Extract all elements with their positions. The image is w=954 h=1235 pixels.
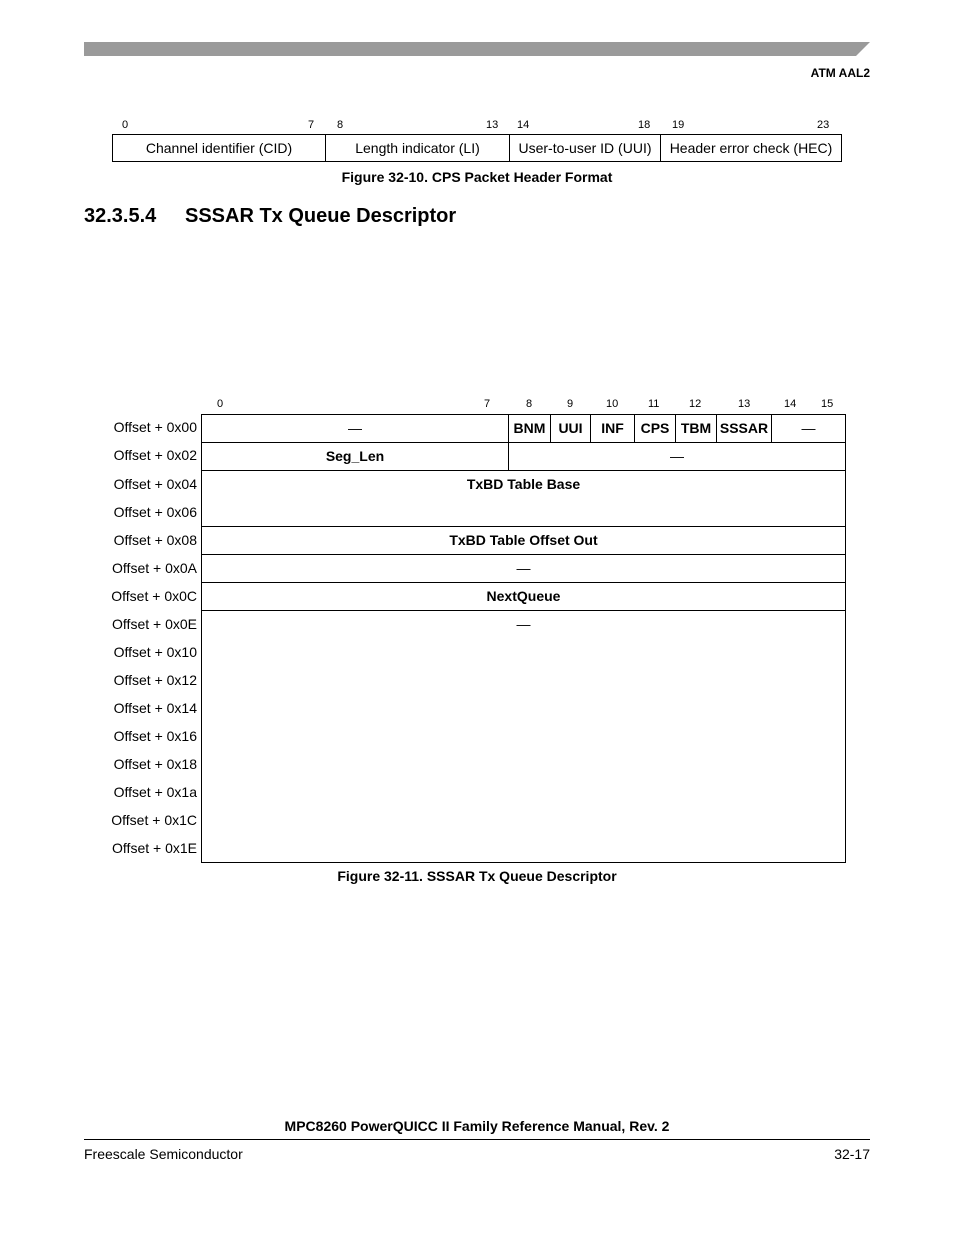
footer-divider (84, 1139, 870, 1140)
cid-field: Channel identifier (CID) (113, 135, 326, 161)
offset-label: Offset + 0x12 (113, 672, 197, 688)
section-title: SSSAR Tx Queue Descriptor (185, 205, 457, 227)
offset-label: Offset + 0x06 (113, 504, 197, 520)
li-field: Length indicator (LI) (326, 135, 510, 161)
bit-number: 0 (217, 398, 224, 410)
hec-field: Header error check (HEC) (669, 140, 833, 156)
bit-number: 13 (486, 119, 499, 131)
cps-field: CPS (640, 420, 670, 436)
offset-label: Offset + 0x00 (113, 419, 197, 435)
section-number: 32.3.5.4 (84, 205, 157, 227)
bit-number: 8 (526, 398, 533, 410)
offset-label: Offset + 0x0C (111, 588, 197, 604)
reserved-field: — (516, 616, 531, 632)
offset-label: Offset + 0x08 (113, 532, 197, 548)
reserved-field: — (670, 448, 684, 464)
offset-label: Offset + 0x14 (113, 700, 197, 716)
reserved-field: — (516, 560, 531, 576)
bit-number: 15 (821, 398, 834, 410)
bit-number: 0 (122, 119, 129, 131)
bit-number: 19 (672, 119, 685, 131)
offset-label: Offset + 0x10 (113, 644, 197, 660)
reserved-field: — (348, 420, 362, 436)
bit-number: 23 (817, 119, 830, 131)
bit-number: 13 (738, 398, 751, 410)
bit-number: 14 (784, 398, 797, 410)
bit-number: 14 (517, 119, 530, 131)
offset-label: Offset + 0x0E (112, 616, 197, 632)
offset-label: Offset + 0x18 (113, 756, 197, 772)
bit-number: 7 (484, 398, 491, 410)
txbd-table-base-field: TxBD Table Base (466, 476, 581, 492)
uui-field: UUI (558, 420, 583, 436)
bit-number: 18 (638, 119, 651, 131)
offset-label: Offset + 0x0A (112, 560, 197, 576)
offset-label: Offset + 0x1C (111, 812, 197, 828)
next-queue-field: NextQueue (486, 588, 561, 604)
tbm-field: TBM (680, 420, 712, 436)
txbd-table-offset-out-field: TxBD Table Offset Out (449, 532, 598, 548)
company-name: Freescale Semiconductor (84, 1146, 243, 1162)
bit-number: 7 (308, 119, 315, 131)
offset-label: Offset + 0x16 (113, 728, 197, 744)
offset-label: Offset + 0x1E (112, 840, 197, 856)
reserved-field: — (801, 420, 816, 436)
uui-field: User-to-user ID (UUI) (510, 135, 661, 161)
bit-number: 11 (648, 398, 660, 410)
offset-label: Offset + 0x04 (113, 476, 197, 492)
manual-title: MPC8260 PowerQUICC II Family Reference Manual, Rev. 2 (284, 1118, 670, 1134)
bit-number: 12 (689, 398, 702, 410)
figure-caption: Figure 32-11. SSSAR Tx Queue Descriptor (337, 868, 617, 884)
seg-len-field: Seg_Len (325, 448, 385, 464)
figure-caption: Figure 32-10. CPS Packet Header Format (341, 169, 613, 185)
offset-label: Offset + 0x1a (113, 784, 197, 800)
bit-number: 9 (567, 398, 574, 410)
bnm-field: BNM (513, 420, 546, 436)
page-number: 32-17 (834, 1146, 870, 1162)
sssar-field: SSSAR (719, 420, 769, 436)
inf-field: INF (601, 420, 624, 436)
section-tag: ATM AAL2 (810, 66, 870, 80)
bit-number: 10 (606, 398, 619, 410)
offset-label: Offset + 0x02 (113, 447, 197, 463)
bit-number: 8 (337, 119, 344, 131)
